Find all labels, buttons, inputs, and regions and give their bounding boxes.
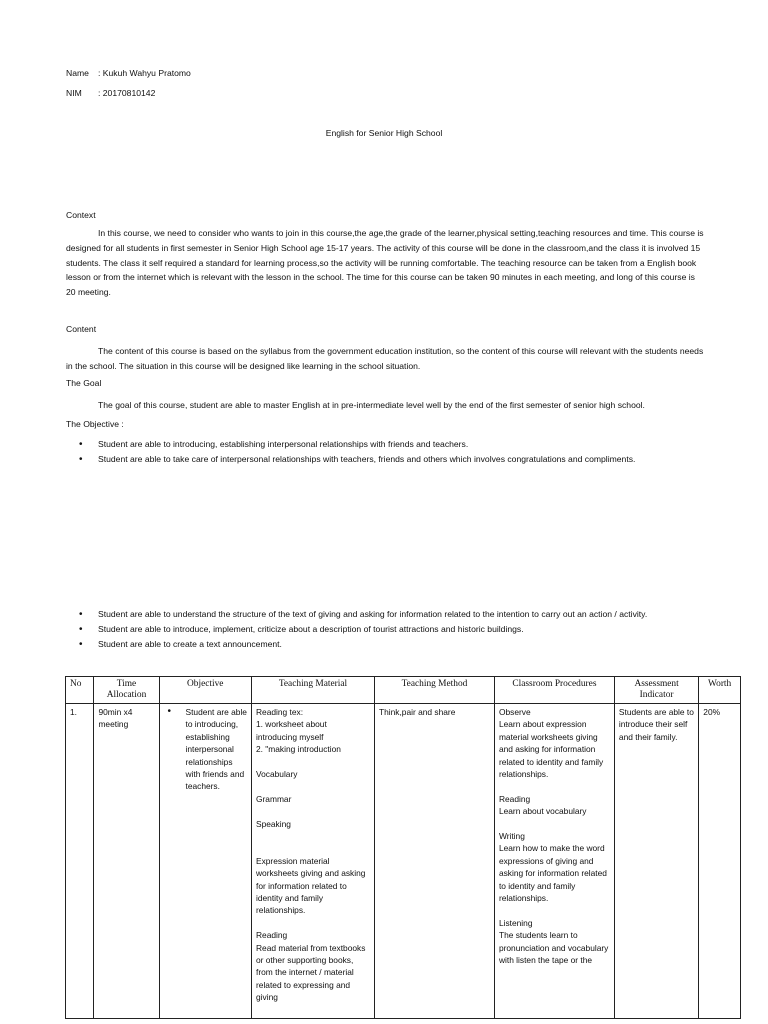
material-line: Reading tex: [256, 707, 304, 717]
goal-text: The goal of this course, student are able to master English at in pre-intermediate level well by the end of the first semester of senior high school. [98, 400, 645, 410]
column-header: Teaching Method [375, 677, 495, 704]
objective-item: • Student are able to introduce, implement, criticize about a description of tourist attractions and historic buildings. [66, 622, 726, 637]
objective-bullet: • Student are able to introducing, establishing interpersonal relationships with friends and teachers. [164, 706, 248, 793]
spacer [499, 818, 610, 830]
material-line: Vocabulary [256, 769, 298, 780]
objective-item: • Student are able to create a text announcement. [66, 637, 726, 652]
name-value: : Kukuh Wahyu Pratomo [98, 68, 191, 78]
content-heading: Content [66, 324, 97, 334]
column-header: No [66, 677, 94, 704]
material-line: 1. worksheet about introducing myself [256, 719, 327, 742]
cell-worth: 20% [699, 704, 741, 1019]
cell-time: 90min x4 meeting [94, 704, 159, 1019]
material-line: Read material from textbooks or other supporting books, from the internet / material related to expressing and giving [256, 942, 366, 1003]
procedure-line: Learn about expression material worksheets giving and asking for information related to identity and family relationships. [498, 719, 604, 780]
material-line: Reading [256, 930, 288, 941]
column-header: Classroom Procedures [494, 677, 614, 704]
table-row [66, 704, 741, 1019]
procedure-line: The students learn to pronunciation and vocabulary with listen the tape or the [498, 930, 609, 966]
cell-material [252, 704, 375, 1019]
objective-list-bottom [66, 607, 726, 652]
spacer [256, 756, 370, 768]
objective-item: • Student are able to take care of interpersonal relationships with teachers, friends and others which involves congratulations and compliments. [66, 452, 726, 467]
spacer [256, 830, 370, 842]
procedure-line: Listening [498, 917, 533, 928]
cell-no: 1. [66, 704, 94, 1019]
procedure-line: Writing [498, 831, 525, 842]
goal-paragraph [66, 398, 706, 413]
cell-procedures [494, 704, 614, 1019]
spacer [499, 904, 610, 916]
spacer [256, 917, 370, 929]
cell-method: Think,pair and share [375, 704, 495, 1019]
spacer [256, 780, 370, 792]
objective-list-top [66, 437, 726, 467]
column-header: Assessment Indicator [614, 677, 698, 704]
material-line: Speaking [256, 818, 291, 829]
spacer [256, 842, 370, 854]
nim-label: NIM [66, 88, 82, 98]
context-text: In this course, we need to consider who wants to join in this course,the age,the grade of the learner,physical setting,teaching resources and time. This course is designed for all students in first semester in Senior High School age 15-17 years. The activity of this course will be done in the classroom,and the class it is involved 15 students. The class it self required a standard for learning process,so the activity will be running comfortable. The teaching resource can be taken from a English book lesson or from the internet which is relevant with the lesson in the school. The time for this course can be taken 90 minutes in each meeting, and long of this course is 20 meeting. [66, 228, 704, 298]
context-heading: Context [66, 210, 96, 220]
material-line: Grammar [256, 793, 292, 804]
material-line: 2. "making introduction [256, 744, 341, 755]
material-line: Expression material worksheets giving and asking for information related to identity and family relationships. [256, 855, 366, 916]
objective-item: • Student are able to introducing, establishing interpersonal relationships with friends and teachers. [66, 437, 726, 452]
lesson-plan-table [65, 676, 741, 1019]
spacer [499, 780, 610, 792]
procedure-line: Learn how to make the word expressions of giving and asking for information related to identity and family relationships. [498, 843, 607, 904]
cell-assessment: Students are able to introduce their self and their family. [614, 704, 698, 1019]
cell-objective [159, 704, 252, 1019]
procedure-line: Reading [498, 793, 531, 804]
goal-heading: The Goal [66, 378, 102, 388]
column-header: Objective [159, 677, 252, 704]
content-text: The content of this course is based on the syllabus from the government education institution, so the content of this course will relevant with the students needs in the school. The situation in this course will be designed like learning in the school situation. [66, 346, 704, 371]
nim-value: : 20170810142 [98, 88, 156, 98]
objective-heading: The Objective : [66, 419, 124, 429]
spacer [256, 805, 370, 817]
objective-item: • Student are able to understand the structure of the text of giving and asking for information related to the intention to carry out an action / activity. [66, 607, 726, 622]
content-paragraph [66, 344, 706, 374]
column-header: Teaching Material [252, 677, 375, 704]
name-label: Name [66, 68, 89, 78]
column-header: Time Allocation [94, 677, 159, 704]
table-header-row [66, 677, 741, 704]
context-paragraph [66, 226, 706, 300]
procedure-line: Learn about vocabulary [498, 806, 587, 817]
column-header: Worth [699, 677, 741, 704]
document-title: English for Senior High School [325, 128, 443, 138]
procedure-line: Observe [498, 707, 531, 717]
